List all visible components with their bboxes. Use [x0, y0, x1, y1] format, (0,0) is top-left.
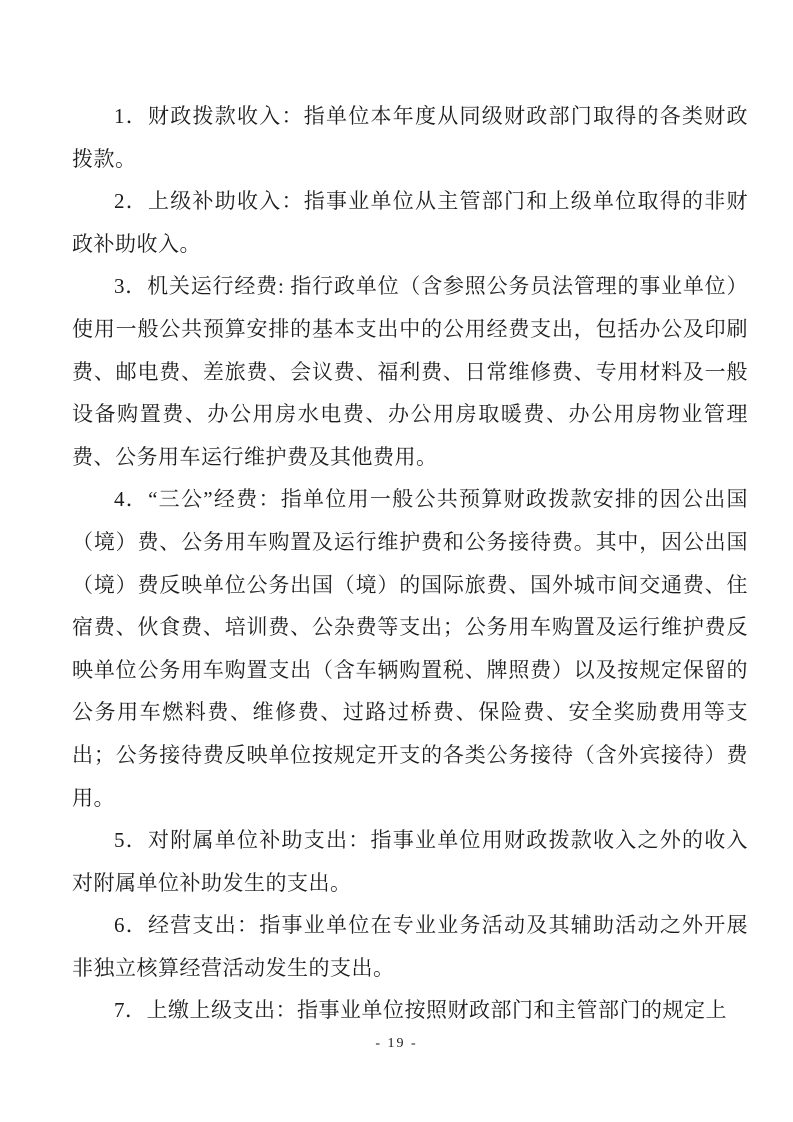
paragraph-fiscal-appropriation-income: 1．财政拨款收入：指单位本年度从同级财政部门取得的各类财政拨款。: [72, 104, 748, 171]
page-number: - 19 -: [375, 1036, 418, 1051]
paragraph-subsidy-to-affiliated-units: 5．对附属单位补助支出：指事业单位用财政拨款收入之外的收入对附属单位补助发生的支出。: [72, 828, 748, 895]
paragraph-superior-subsidy-income: 2．上级补助收入：指事业单位从主管部门和上级单位取得的非财政补助收入。: [72, 189, 748, 256]
paragraph-payment-to-superior: 7．上缴上级支出：指事业单位按照财政部门和主管部门的规定上: [114, 998, 727, 1023]
paragraph-operating-expenditure: 6．经营支出：指事业单位在专业业务活动及其辅助活动之外开展非独立核算经营活动发生的支出。: [72, 913, 748, 980]
paragraph-three-public-expenses: 4．“三公”经费：指单位用一般公共预算财政拨款安排的因公出国（境）费、公务用车购置及运行维护费和公务接待费。其中，因公出国（境）费反映单位公务出国（境）的国际旅费、国外城市间交通费、住宿费、伙食费、培训费、公杂费等支出；公务用车购置及运行维护费反映单位公务用车购置支出（含车辆购置税、牌照费）以及按规定保留的公务用车燃料费、维修费、过路过桥费、保险费、安全奖励费用等支出；公务接待费反映单位按规定开支的各类公务接待（含外宾接待）费用。: [72, 487, 748, 810]
paragraph-agency-operating-funds: 3．机关运行经费: 指行政单位（含参照公务员法管理的事业单位）使用一般公共预算安排的基本支出中的公用经费支出，包括办公及印刷费、邮电费、差旅费、会议费、福利费、日常维修费、专用材料及一般设备购置费、办公用房水电费、办公用房取暖费、办公用房物业管理费、公务用车运行维护费及其他费用。: [72, 274, 748, 469]
document-body: [72, 95, 748, 1032]
